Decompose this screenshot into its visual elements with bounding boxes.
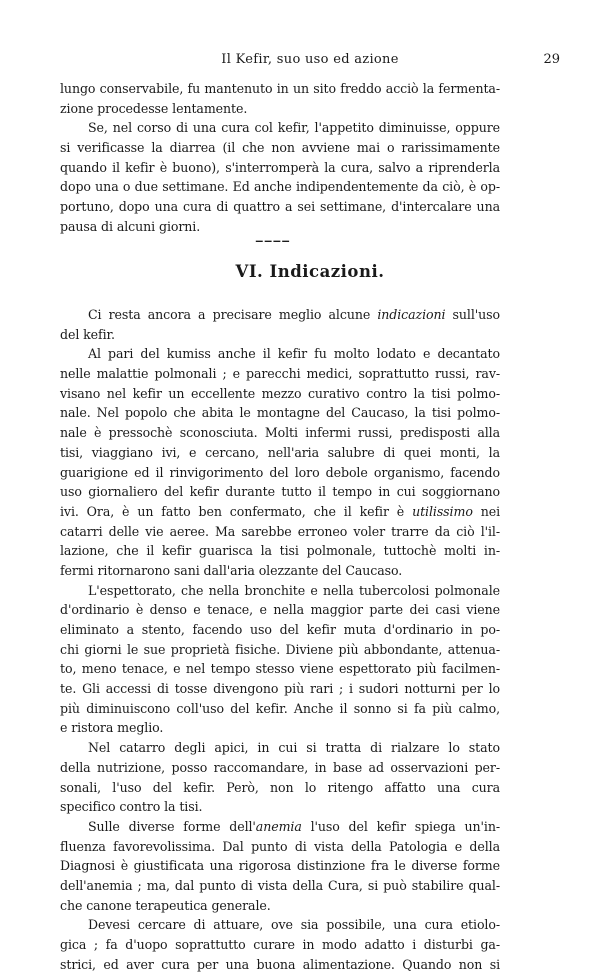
text-line: Sulle diverse forme dell'anemia l'uso del kefir spiega un'in- bbox=[88, 818, 500, 834]
emphasis: anemia bbox=[255, 818, 302, 834]
text-line: sonali, l'uso del kefir. Però, non lo ritengo affatto una cura bbox=[60, 779, 500, 795]
text-line: Devesi cercare di attuare, ove sia possibile, una cura etiolo- bbox=[88, 917, 500, 933]
text-line: nale è pressochè sconosciuta. Molti infermi russi, predisposti alla bbox=[60, 425, 500, 441]
text-line: catarri delle vie aeree. Ma sarebbe erroneo voler trarre da ciò l'il- bbox=[60, 523, 500, 539]
text-line: pausa di alcuni giorni. bbox=[60, 218, 201, 234]
text-line: visano nel kefir un eccellente mezzo curativo contro la tisi polmo- bbox=[60, 385, 500, 401]
text-line: Nel catarro degli apici, in cui si tratta di rialzare lo stato bbox=[88, 740, 500, 756]
text-line: uso giornaliero del kefir durante tutto il tempo in cui soggiornano bbox=[60, 484, 500, 500]
text-line: L'espettorato, che nella bronchite e nella tubercolosi polmonale bbox=[88, 582, 500, 598]
section-heading: VI. Indicazioni. bbox=[235, 262, 385, 281]
text-line: dopo una o due settimane. Ed anche indipendentemente da ciò, è op- bbox=[60, 179, 500, 195]
text-line: fermi ritornarono sani dall'aria olezzante del Caucaso. bbox=[60, 562, 403, 578]
text-line: fluenza favorevolissima. Dal punto di vista della Patologia e della bbox=[60, 838, 500, 854]
text-line: quando il kefir è buono), s'interromperà la cura, salvo a riprenderla bbox=[60, 159, 500, 175]
text-line: e ristora meglio. bbox=[60, 720, 164, 736]
section-separator: –––– bbox=[255, 232, 291, 248]
running-header bbox=[60, 52, 560, 68]
text-line: portuno, dopo una cura di quattro a sei settimane, d'intercalare una bbox=[60, 199, 500, 215]
text-line: Ci resta ancora a precisare meglio alcune indicazioni sull'uso bbox=[88, 307, 501, 322]
text-line: tisi, viaggiano ivi, e cercano, nell'aria salubre di quei monti, la bbox=[60, 444, 500, 460]
text-line: guarigione ed il rinvigorimento del loro debole organismo, facendo bbox=[60, 464, 500, 480]
text-block-main bbox=[60, 305, 500, 974]
running-title: Il Kefir, suo uso ed azione bbox=[221, 52, 399, 67]
text-line: Diagnosi è giustificata una rigorosa distinzione fra le diverse forme bbox=[60, 858, 500, 874]
text-line: ivi. Ora, è un fatto ben confermato, che il kefir è utilissimo nei bbox=[60, 503, 501, 519]
text-line: lungo conservabile, fu mantenuto in un sito freddo acciò la fermenta- bbox=[60, 81, 500, 96]
emphasis: indicazioni bbox=[377, 307, 446, 322]
text-line: nale. Nel popolo che abita le montagne del Caucaso, la tisi polmo- bbox=[60, 405, 500, 421]
text-line: to, meno tenace, e nel tempo stesso viene espettorato più facilmen- bbox=[60, 661, 500, 677]
text-line: della nutrizione, posso raccomandare, in base ad osservazioni per- bbox=[60, 759, 500, 775]
text-line: eliminato a stento, facendo uso del kefir muta d'ordinario in po- bbox=[60, 622, 500, 637]
text-line: nelle malattie polmonali ; e parecchi medici, soprattutto russi, rav- bbox=[60, 366, 500, 382]
text-block-top bbox=[60, 79, 500, 237]
text-line: si verificasse la diarrea (il che non avviene mai o rarissimamente bbox=[60, 140, 500, 156]
page-number: 29 bbox=[543, 52, 560, 67]
text-line: specifico contro la tisi. bbox=[60, 799, 203, 815]
text-line: del kefir. bbox=[60, 326, 115, 342]
text-line: te. Gli accessi di tosse divengono più rari ; i sudori notturni per lo bbox=[60, 681, 500, 697]
text-line: Se, nel corso di una cura col kefir, l'appetito diminuisse, oppure bbox=[88, 120, 500, 136]
text-line: Al pari del kumiss anche il kefir fu molto lodato e decantato bbox=[88, 346, 500, 362]
emphasis: utilissimo bbox=[412, 503, 473, 519]
text-line: chi giorni le sue proprietà fisiche. Diviene più abbondante, attenua- bbox=[60, 641, 500, 657]
text-line: dell'anemia ; ma, dal punto di vista della Cura, si può stabilire qual- bbox=[60, 877, 500, 893]
text-line: che canone terapeutica generale. bbox=[60, 897, 271, 913]
text-line: zione procedesse lentamente. bbox=[60, 100, 248, 116]
text-line: gica ; fa d'uopo soprattutto curare in modo adatto i disturbi ga- bbox=[60, 937, 500, 952]
text-line: più diminuiscono coll'uso del kefir. Anche il sonno si fa più calmo, bbox=[60, 700, 500, 716]
text-line: lazione, che il kefir guarisca la tisi polmonale, tuttochè molti in- bbox=[60, 543, 500, 559]
text-line: d'ordinario è denso e tenace, e nella maggior parte dei casi viene bbox=[60, 602, 500, 618]
text-line: strici, ed aver cura per una buona alimentazione. Quando non si bbox=[60, 956, 500, 972]
